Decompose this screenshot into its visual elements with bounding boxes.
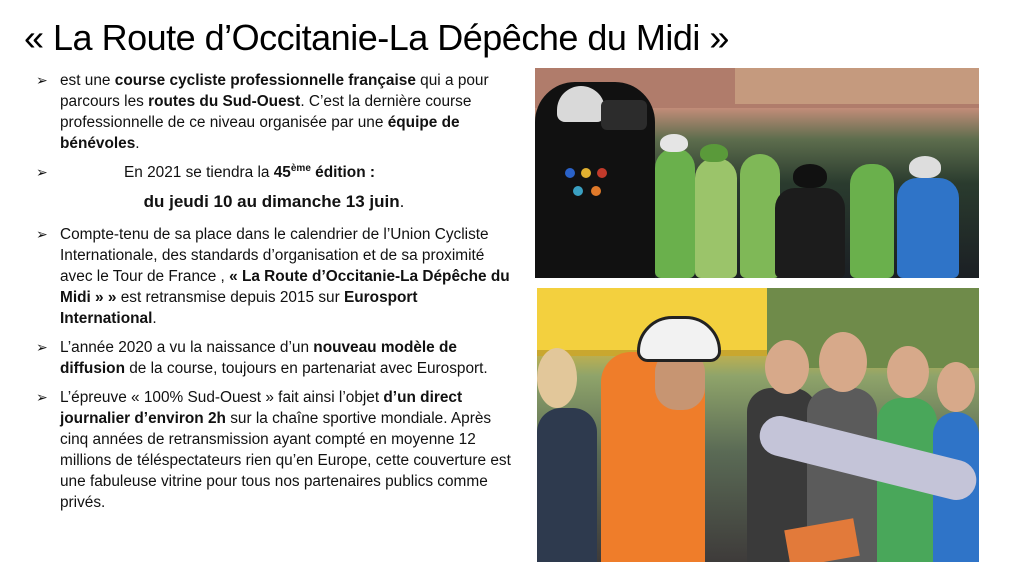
text-segment: . C’est la dernière course professionnelle de ce niveau organisée par une	[60, 93, 472, 131]
text-segment: sur la chaîne sportive mondiale. Après cinq années de retransmission ayant compté en moyenne 12 millions de téléspectateurs rien qu’en Europe, cette couverture est une fabuleuse vitrine pour tous nos partenaires publics comme privés.	[60, 410, 511, 511]
bullet-edition	[36, 162, 512, 183]
text-segment: .	[135, 135, 140, 152]
text-bold: Eurosport International	[60, 289, 418, 327]
text-segment: En 2021 se tiendra la	[124, 164, 274, 181]
badge-patch	[565, 168, 575, 178]
text-bold: routes du Sud-Ouest	[148, 93, 301, 110]
badge-patch	[591, 186, 601, 196]
text-segment: est une	[60, 72, 115, 89]
text-segment: L’année 2020 a vu la naissance d’un	[60, 339, 314, 356]
edition-dates	[36, 191, 512, 212]
text-segment: de la course, toujours en partenariat avec Eurosport.	[124, 360, 488, 377]
slide-content	[36, 70, 512, 521]
badge-patch	[573, 186, 583, 196]
text-bold: 45	[273, 164, 291, 181]
rider-figure	[695, 158, 737, 278]
rider-figure	[850, 164, 894, 278]
arrow-bullet-icon: ➢	[36, 164, 48, 180]
rider-signing-autographs-photo	[537, 288, 979, 562]
text-segment: Compte-tenu de sa place dans le calendrier de l’Union Cycliste Internationale, des standards d’organisation et de sa proximité avec le Tour de France ,	[60, 226, 489, 285]
badge-patch	[581, 168, 591, 178]
crowd-head	[887, 346, 929, 398]
superscript: ème	[290, 162, 311, 174]
bullet-broadcast	[36, 224, 512, 329]
text-bold: « La Route d’Occitanie-La Dépêche du Midi » »	[60, 268, 510, 306]
text-bold: d’un direct journalier d’environ 2h	[60, 389, 463, 427]
photo-building	[735, 68, 979, 104]
bullet-new-model	[36, 337, 512, 379]
rider-figure	[775, 188, 845, 278]
bullet-course-description	[36, 70, 512, 154]
tv-camera	[601, 100, 647, 130]
rider-helmet	[909, 156, 941, 178]
badge-patch	[597, 168, 607, 178]
rider-helmet	[700, 144, 728, 162]
bullet-audience	[36, 387, 512, 513]
crowd-person	[537, 408, 597, 562]
rider-figure	[655, 148, 695, 278]
text-bold: édition :	[310, 164, 376, 181]
rider-figure	[897, 178, 959, 278]
edition-line	[60, 162, 512, 183]
rider-helmet	[793, 164, 827, 188]
text-segment: .	[399, 192, 405, 211]
text-segment: L’épreuve « 100% Sud-Ouest » fait ainsi l’objet	[60, 389, 384, 406]
text-segment: qui a pour parcours les	[60, 72, 489, 110]
arrow-bullet-icon: ➢	[36, 389, 48, 405]
crowd-head	[937, 362, 975, 412]
text-bold: nouveau modèle de diffusion	[60, 339, 457, 377]
rider-figure	[740, 154, 780, 278]
crowd-head	[765, 340, 809, 394]
crowd-head	[537, 348, 577, 408]
slide-title: « La Route d’Occitanie-La Dépêche du Midi »	[24, 17, 729, 58]
cycling-peloton-photo	[535, 68, 979, 278]
crowd-head	[819, 332, 867, 392]
arrow-bullet-icon: ➢	[36, 226, 48, 242]
text-bold: équipe de bénévoles	[60, 114, 460, 152]
arrow-bullet-icon: ➢	[36, 339, 48, 355]
text-bold: du jeudi 10 au dimanche 13 juin	[143, 192, 400, 211]
text-bold: course cycliste professionnelle française	[114, 72, 416, 89]
rider-helmet	[660, 134, 688, 152]
text-segment: est retransmise depuis 2015 sur	[116, 289, 345, 306]
text-segment: .	[152, 310, 157, 327]
arrow-bullet-icon: ➢	[36, 72, 48, 88]
